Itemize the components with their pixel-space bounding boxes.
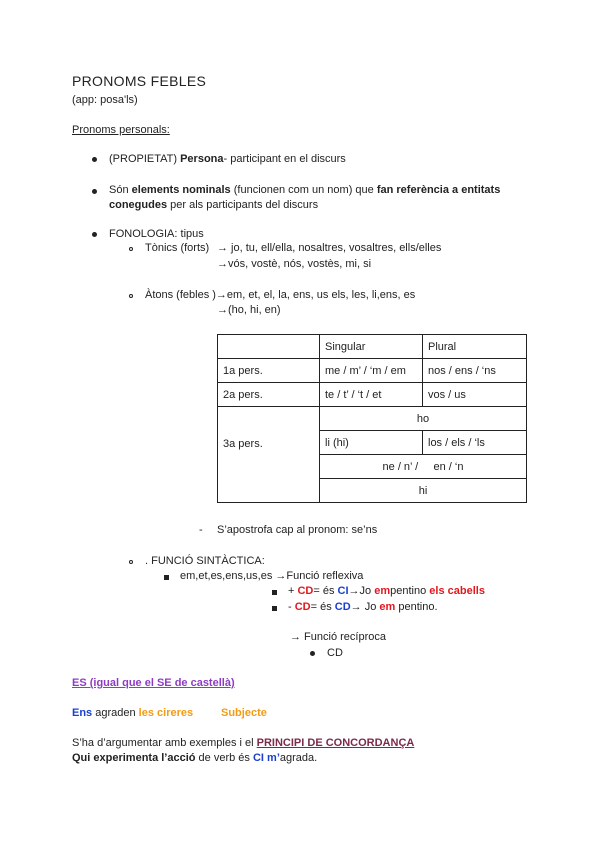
table-row-label: [218, 407, 320, 503]
concordanca-line2: [72, 752, 317, 764]
pronoun-table: [217, 334, 527, 503]
square-bullet-icon: [272, 590, 277, 595]
table-cell: te / t’ / ‘t / et: [320, 383, 423, 407]
concordanca-line1: [72, 737, 414, 749]
bullet-icon: [92, 157, 97, 162]
funcio-reflexiva: em,et,es,ens,us,es →Funció reflexiva: [180, 570, 364, 582]
text: agraden: [92, 707, 139, 719]
text: (PROPIETAT): [109, 153, 181, 165]
table-row-label: 1a pers.: [218, 359, 320, 383]
text: Són: [109, 184, 132, 196]
table-cell-empty: [218, 335, 320, 359]
circle-bullet-icon: [129, 560, 133, 564]
table-cell-ne: ne / n’ / en / ‘n: [320, 455, 527, 479]
text-bold: Qui experimenta l’acció: [72, 752, 196, 764]
text: +: [288, 585, 298, 597]
example-plus: [288, 585, 485, 597]
circle-bullet-icon: [129, 247, 133, 251]
bullet-elements-line2: [109, 199, 318, 211]
bullet-icon: [92, 189, 97, 194]
example-minus: [288, 601, 438, 613]
text-em: em: [379, 601, 396, 613]
table-header-plural: Plural: [423, 335, 527, 359]
text: 3a pers.: [223, 437, 263, 450]
text: de verb és: [195, 752, 253, 764]
bullet-fonologia: FONOLOGIA: tipus: [109, 228, 204, 240]
square-bullet-icon: [272, 606, 277, 611]
atons-line1: Àtons (febles )→em, et, el, la, ens, us els, les, li,ens, es: [145, 289, 416, 301]
table-row-label: 2a pers.: [218, 383, 320, 407]
text-ens: Ens: [72, 707, 93, 719]
text-ci: CI: [337, 585, 349, 597]
text-em: em: [374, 585, 391, 597]
text: S’ha d’argumentar amb exemples i el: [72, 737, 257, 749]
text: agrada.: [279, 752, 318, 764]
table-header-singular: Singular: [320, 335, 423, 359]
table-row: [218, 359, 527, 383]
text: per als participants del discurs: [167, 199, 319, 211]
bullet-icon: [92, 232, 97, 237]
text: (funcionen com un nom) que: [230, 184, 377, 196]
bullet-persona: [109, 153, 346, 165]
text-cireres: les cireres: [138, 707, 194, 719]
page-title: PRONOMS FEBLES: [72, 73, 207, 89]
subjecte-label: Subjecte: [221, 707, 267, 719]
square-bullet-icon: [164, 575, 169, 580]
page-subtitle: (app: posa'ls): [72, 94, 138, 106]
text-bold: Persona: [180, 153, 224, 165]
text-bold: elements nominals: [131, 184, 231, 196]
tonics-label: Tònics (forts): [145, 242, 210, 254]
text-cd: CD: [294, 601, 311, 613]
text-principi: PRINCIPI DE CONCORDANÇA: [256, 737, 415, 749]
bullet-icon: [310, 651, 315, 656]
text: pentino: [390, 585, 430, 597]
table-cell-hi: hi: [320, 479, 527, 503]
table-cell-ho: ho: [320, 407, 527, 431]
reciproca-cd: CD: [327, 647, 343, 659]
text: = és: [313, 585, 338, 597]
circle-bullet-icon: [129, 294, 133, 298]
funcio-reciproca: → Funció recíproca: [290, 631, 386, 643]
table-row: [218, 407, 527, 431]
apostrofa-note: S’apostrofa cap al pronom: se’ns: [217, 524, 378, 536]
text: = és: [310, 601, 335, 613]
bullet-elements-line1: [109, 184, 500, 196]
text: - participant en el discurs: [223, 153, 346, 165]
text-cd: CD: [334, 601, 351, 613]
table-row: [218, 383, 527, 407]
table-cell: los / els / ‘ls: [423, 431, 527, 455]
atons-line2: →(ho, hi, en): [217, 304, 281, 316]
tonics-line2: →vós, vostè, nós, vostès, mi, si: [217, 258, 372, 270]
table-row: [218, 335, 527, 359]
text: →Jo: [348, 585, 375, 597]
dash-icon: -: [199, 524, 203, 536]
ens-line: [72, 707, 193, 719]
section-heading: Pronoms personals:: [72, 124, 170, 136]
table-cell: li (hi): [320, 431, 423, 455]
table-cell: nos / ens / ‘ns: [423, 359, 527, 383]
table-cell: vos / us: [423, 383, 527, 407]
funcio-heading: . FUNCIÓ SINTÀCTICA:: [145, 555, 265, 567]
text-bold: fan referència a entitats: [376, 184, 501, 196]
text-cabells: els cabells: [429, 585, 485, 597]
text-ci: CI m’: [252, 752, 280, 764]
text: → Jo: [350, 601, 380, 613]
text-bold: conegudes: [109, 199, 168, 211]
text: pentino.: [395, 601, 438, 613]
table-cell: me / m’ / ‘m / em: [320, 359, 423, 383]
text-cd: CD: [297, 585, 314, 597]
tonics-line1: → jo, tu, ell/ella, nosaltres, vosaltres, ells/elles: [217, 242, 442, 254]
text: -: [288, 601, 295, 613]
es-line: ES (igual que el SE de castellà): [72, 677, 235, 689]
